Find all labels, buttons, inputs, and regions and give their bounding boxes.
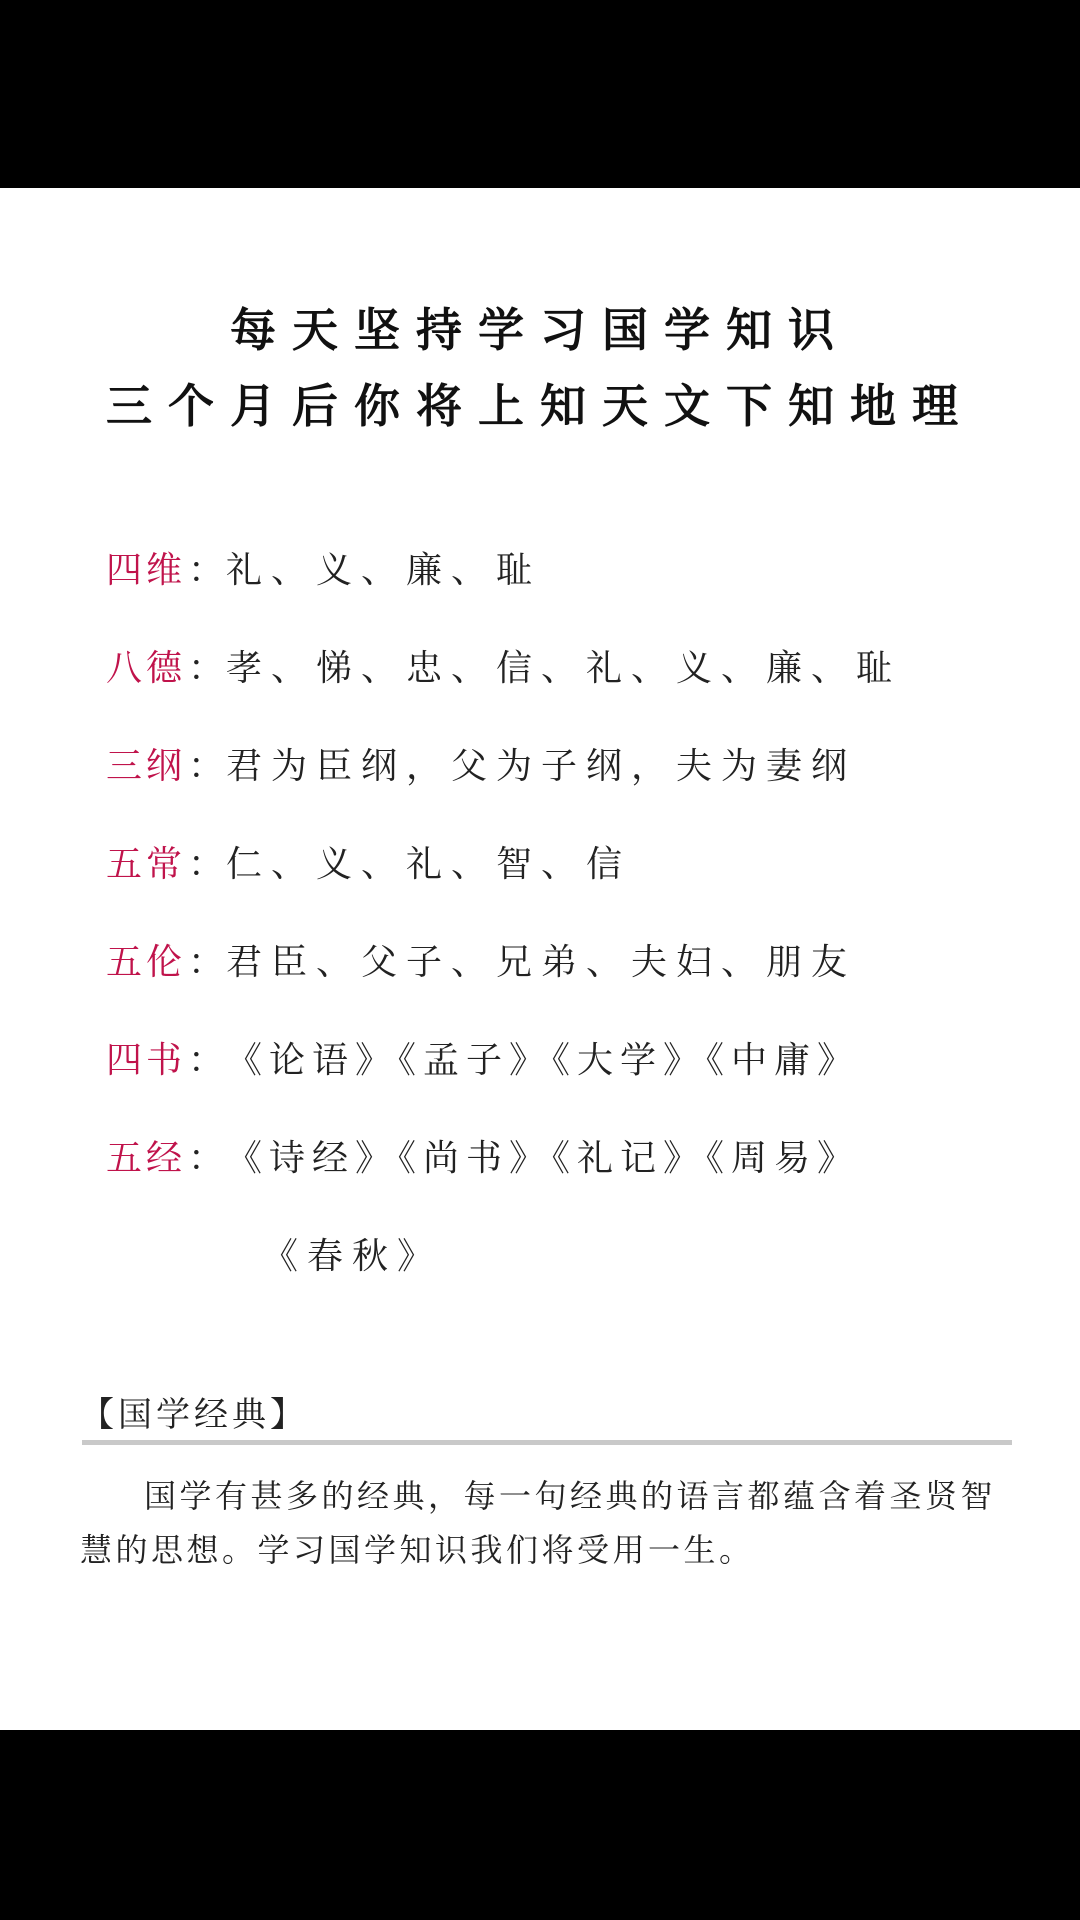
item-value: 仁、义、礼、智、信: [226, 844, 632, 885]
item-separator: ：: [188, 1040, 225, 1081]
item-label: 五伦: [106, 942, 187, 983]
item-separator: ：: [188, 746, 225, 787]
item-value: 君臣、父子、兄弟、夫妇、朋友: [226, 942, 857, 983]
item-value: 礼、义、廉、耻: [226, 550, 542, 591]
item-wujing: [106, 1134, 860, 1184]
item-siwei: [106, 546, 541, 596]
item-label: 五经: [106, 1138, 187, 1179]
item-value: 孝、悌、忠、信、礼、义、廉、耻: [226, 648, 902, 689]
title-line-1: 每天坚持学习国学知识: [230, 303, 850, 357]
item-wujing-continuation: 《春秋》: [262, 1236, 443, 1277]
item-separator: ：: [188, 550, 225, 591]
item-wuchang: [106, 840, 631, 890]
item-label: 四维: [106, 550, 187, 591]
document-page: [0, 188, 1080, 1730]
item-sangang: [106, 742, 856, 792]
item-label: 五常: [106, 844, 187, 885]
item-separator: ：: [188, 648, 225, 689]
item-wulun: [106, 938, 856, 988]
item-separator: ：: [188, 1138, 225, 1179]
item-value: 《诗经》《尚书》《礼记》《周易》: [226, 1138, 861, 1179]
item-label: 八德: [106, 648, 187, 689]
item-separator: ：: [188, 942, 225, 983]
section-divider: [82, 1440, 1012, 1445]
section-title: 【国学经典】: [80, 1395, 308, 1435]
title-line-2: 三个月后你将上知天文下知地理: [106, 379, 974, 433]
item-bade: [106, 644, 901, 694]
item-label: 四书: [106, 1040, 187, 1081]
item-value: 君为臣纲，父为子纲，夫为妻纲: [226, 746, 857, 787]
item-separator: ：: [188, 844, 225, 885]
item-value: 《论语》《孟子》《大学》《中庸》: [226, 1040, 861, 1081]
section-paragraph: 国学有甚多的经典，每一句经典的语言都蕴含着圣贤智慧的思想。学习国学知识我们将受用一生。: [80, 1477, 997, 1569]
item-sishu: [106, 1036, 860, 1086]
item-label: 三纲: [106, 746, 187, 787]
